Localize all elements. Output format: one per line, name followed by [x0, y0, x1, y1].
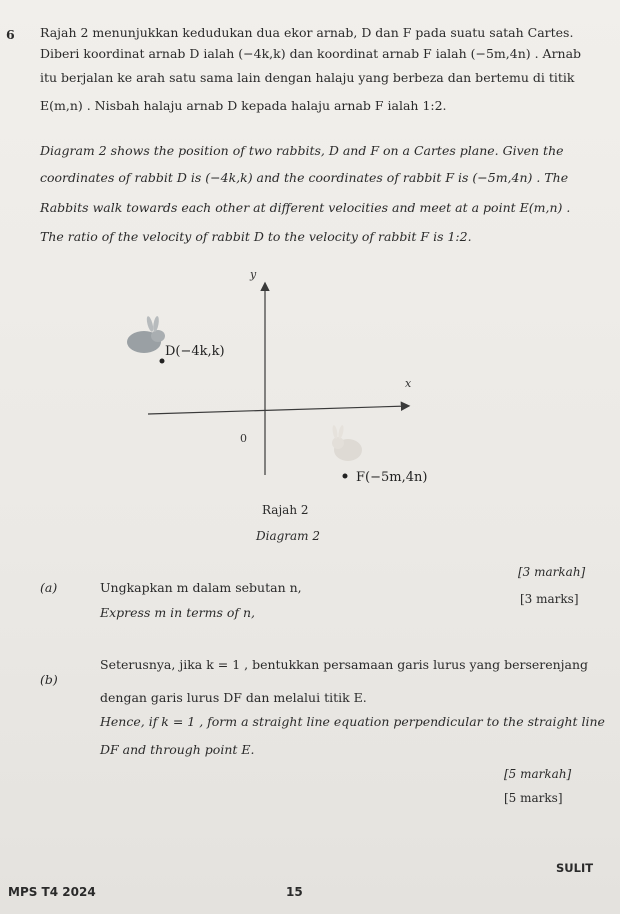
- point-d-dot: [160, 359, 165, 364]
- part-b-malay-line-2: dengan garis lurus DF dan melalui titik E.: [100, 690, 367, 705]
- english-line-4: The ratio of the velocity of rabbit D to the velocity of rabbit F is 1:2.: [40, 229, 472, 244]
- x-axis-label: x: [405, 377, 412, 390]
- cartesian-diagram: [0, 260, 620, 500]
- malay-line-4: E(m,n) . Nisbah halaju arnab D kepada halaju arnab F ialah 1:2.: [40, 98, 447, 113]
- part-b-marks-english: [5 marks]: [504, 791, 563, 805]
- part-a-label: (a): [40, 580, 58, 595]
- rabbit-f-icon: [332, 425, 362, 461]
- malay-line-3: itu berjalan ke arah satu sama lain dengan halaju yang berbeza dan bertemu di titik: [40, 70, 575, 85]
- point-f-label: F(−5m,4n): [356, 470, 428, 485]
- footer-page-number: 15: [286, 885, 303, 899]
- caption-english: Diagram 2: [256, 529, 321, 543]
- footer-sulit: SULIT: [556, 861, 594, 875]
- part-b-marks-malay: [5 markah]: [504, 767, 572, 781]
- part-a-english: Express m in terms of n,: [100, 605, 255, 620]
- malay-line-1: Rajah 2 menunjukkan kedudukan dua ekor arnab, D dan F pada suatu satah Cartes.: [40, 25, 574, 40]
- point-f-dot: [343, 474, 348, 479]
- english-line-1: Diagram 2 shows the position of two rabbits, D and F on a Cartes plane. Given the: [40, 143, 564, 158]
- part-a-marks-malay: [3 markah]: [518, 565, 586, 579]
- point-d-label: D(−4k,k): [165, 344, 225, 359]
- malay-line-2: Diberi koordinat arnab D ialah (−4k,k) dan koordinat arnab F ialah (−5m,4n) . Arnab: [40, 46, 582, 61]
- part-b-english-line-1: Hence, if k = 1 , form a straight line equation perpendicular to the straight line: [100, 714, 605, 729]
- part-b-english-line-2: DF and through point E.: [100, 742, 255, 757]
- part-a-malay: Ungkapkan m dalam sebutan n,: [100, 580, 302, 595]
- part-a-marks-english: [3 marks]: [520, 592, 579, 606]
- footer-school: MPS T4 2024: [8, 885, 96, 899]
- question-number: 6: [6, 27, 15, 42]
- part-b-malay-line-1: Seterusnya, jika k = 1 , bentukkan persamaan garis lurus yang berserenjang: [100, 657, 589, 672]
- rabbit-d-icon: [127, 316, 165, 353]
- y-axis-label: y: [250, 268, 257, 281]
- origin-label: 0: [240, 432, 247, 445]
- caption-malay: Rajah 2: [262, 503, 309, 517]
- english-line-3: Rabbits walk towards each other at different velocities and meet at a point E(m,n) .: [40, 200, 571, 215]
- x-axis: [148, 406, 408, 414]
- part-b-label: (b): [40, 672, 58, 687]
- english-line-2: coordinates of rabbit D is (−4k,k) and the coordinates of rabbit F is (−5m,4n) . The: [40, 170, 569, 185]
